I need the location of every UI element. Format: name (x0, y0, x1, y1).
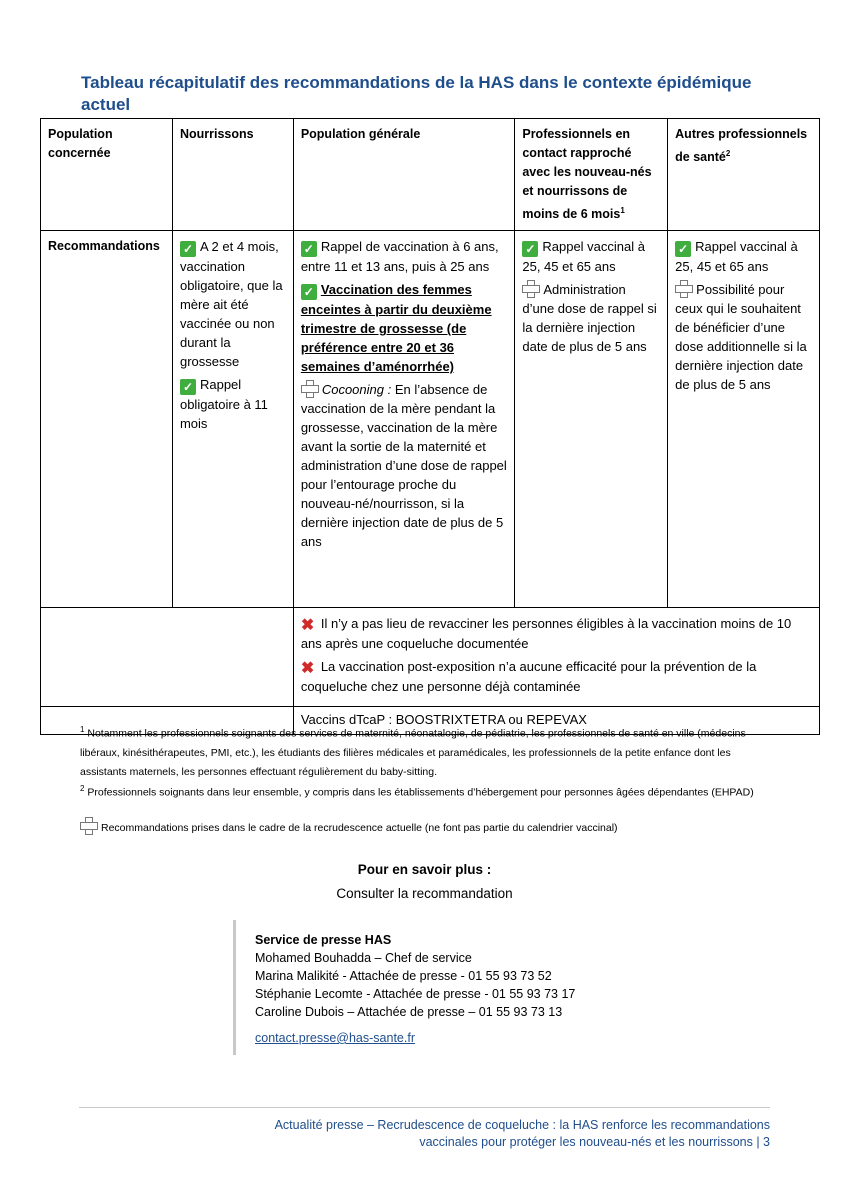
footnote-2 (80, 779, 780, 803)
table-row (41, 231, 820, 608)
plus-icon (301, 380, 317, 396)
more-info-title: Pour en savoir plus : (357, 862, 492, 877)
press-heading: Service de presse HAS (255, 933, 392, 947)
plus-icon (522, 280, 538, 296)
negative-note-2: La vaccination post-exposition n’a aucune efficacité pour la prévention de la coqueluche chez une personne déjà contaminée (300, 659, 757, 695)
page-title: Tableau récapitulatif des recommandations de la HAS dans le contexte épidémique actuel (81, 73, 752, 114)
press-contact-3: Caroline Dubois – Attachée de presse – 01 55 93 73 13 (255, 1005, 563, 1019)
plus-icon (80, 817, 96, 833)
cell-autres-professionnels (668, 231, 820, 608)
checkmark-icon: ✓ (180, 241, 196, 257)
footnote-1 (80, 720, 780, 782)
cross-icon: ✖ (300, 617, 315, 635)
cell-negative-notes (293, 608, 819, 707)
press-contact-0: Mohamed Bouhadda – Chef de service (255, 951, 472, 965)
generale-item-3: En l’absence de vaccination de la mère pendant la grossesse, vaccination de la mère avant la sortie de la maternité et administration d’une dose de rappel pour l’entourage proche du nouveau-né/nourrisson, si la dernière injection date de plus de 5 ans (300, 382, 507, 550)
press-contact-1: Marina Malikité - Attachée de presse - 01 55 93 73 52 (255, 969, 552, 983)
header-nourrissons: Nourrissons (172, 119, 293, 231)
cell-population-generale (293, 231, 515, 608)
header-professionnels-contact-text: Professionnels en contact rapproché avec les nouveau-nés et nourrissons de moins de 6 mois (522, 127, 652, 222)
header-professionnels-contact (515, 119, 668, 231)
nourrissons-item-1: A 2 et 4 mois, vaccination obligatoire, que la mère ait été vaccinée ou non durant la grossesse (179, 239, 283, 370)
checkmark-icon: ✓ (675, 241, 691, 257)
header-population: Population concernée (41, 119, 173, 231)
header-population-generale: Population générale (293, 119, 515, 231)
header-autres-professionnels (668, 119, 820, 231)
footer-line-2-text: vaccinales pour protéger les nouveau-nés et les nourrissons | (419, 1135, 764, 1149)
autres-pro-item-2: Possibilité pour ceux qui le souhaitent de bénéficier d’une dose additionnelle si la dernière injection date de plus de 5 ans (675, 282, 807, 393)
pro-contact-item-1: Rappel vaccinal à 25, 45 et 65 ans (522, 239, 645, 275)
recommendations-table (40, 118, 820, 735)
negative-note-1: Il n’y a pas lieu de revacciner les personnes éligibles à la vaccination moins de 10 ans après une coqueluche documentée (300, 616, 792, 652)
autres-pro-item-1: Rappel vaccinal à 25, 45 et 65 ans (675, 239, 798, 275)
page-footer (79, 1117, 770, 1151)
checkmark-icon: ✓ (301, 241, 317, 257)
header-autres-professionnels-text: Autres professionnels de santé (675, 127, 808, 165)
footnote-ref-1: 1 (620, 206, 625, 215)
cross-icon: ✖ (300, 660, 315, 678)
footer-line-2 (79, 1134, 770, 1151)
cell-empty (41, 608, 294, 707)
cell-professionnels-contact (515, 231, 668, 608)
footnote-2-marker: 2 (80, 784, 85, 793)
press-contact-2: Stéphanie Lecomte - Attachée de presse - 01 55 93 73 17 (255, 987, 576, 1001)
footer-line-1: Actualité presse – Recrudescence de coqueluche : la HAS renforce les recommandations (274, 1118, 770, 1132)
footnote-2-text: Professionnels soignants dans leur ensemble, y compris dans les établissements d’hébergement pour personnes âgées dépendantes (EHPAD) (84, 786, 754, 799)
footnote-1-marker: 1 (80, 725, 85, 734)
footer-divider (79, 1107, 770, 1108)
footnote-3 (80, 817, 780, 838)
generale-item-1: Rappel de vaccination à 6 ans, entre 11 et 13 ans, puis à 25 ans (300, 239, 499, 275)
checkmark-icon: ✓ (180, 379, 196, 395)
footnote-1-text: Notamment les professionnels soignants des services de maternité, néonatalogie, de pédiatrie, les professionnels de santé en ville (médecins libéraux, kinésithérapeutes, PMI, etc.), les étudiants des filières médicales et paramédicales, les professionnels de la petite enfance dont les assistants maternels, les personnes effectuant régulièrement du baby-sitting. (80, 727, 746, 778)
press-contact-box (233, 920, 653, 1055)
press-email-link[interactable]: contact.presse@has-sante.fr (255, 1031, 415, 1045)
table-header-row (41, 119, 820, 231)
row-label-recommandations: Recommandations (41, 231, 173, 608)
checkmark-icon: ✓ (301, 284, 317, 300)
generale-item-2: Vaccination des femmes enceintes à partir du deuxième trimestre de grossesse (de préférence entre 20 et 36 semaines d’aménorrhée) (300, 282, 492, 375)
checkmark-icon: ✓ (522, 241, 538, 257)
cell-nourrissons (172, 231, 293, 608)
footnote-3-text: Recommandations prises dans le cadre de la recrudescence actuelle (ne font pas partie du calendrier vaccinal) (101, 822, 618, 834)
page-number: 3 (763, 1135, 770, 1149)
nourrissons-item-2: Rappel obligatoire à 11 mois (179, 377, 268, 432)
recommendation-link[interactable]: Consulter la recommandation (336, 886, 513, 901)
cocooning-label: Cocooning : (321, 382, 392, 398)
pro-contact-item-2: Administration d’une dose de rappel si la dernière injection date de plus de 5 ans (522, 282, 657, 355)
plus-icon (675, 280, 691, 296)
footnote-ref-2: 2 (725, 149, 731, 158)
cell-vaccins: Vaccins dTcaP : BOOSTRIXTETRA ou REPEVAX (293, 707, 819, 735)
table-row (41, 608, 820, 707)
